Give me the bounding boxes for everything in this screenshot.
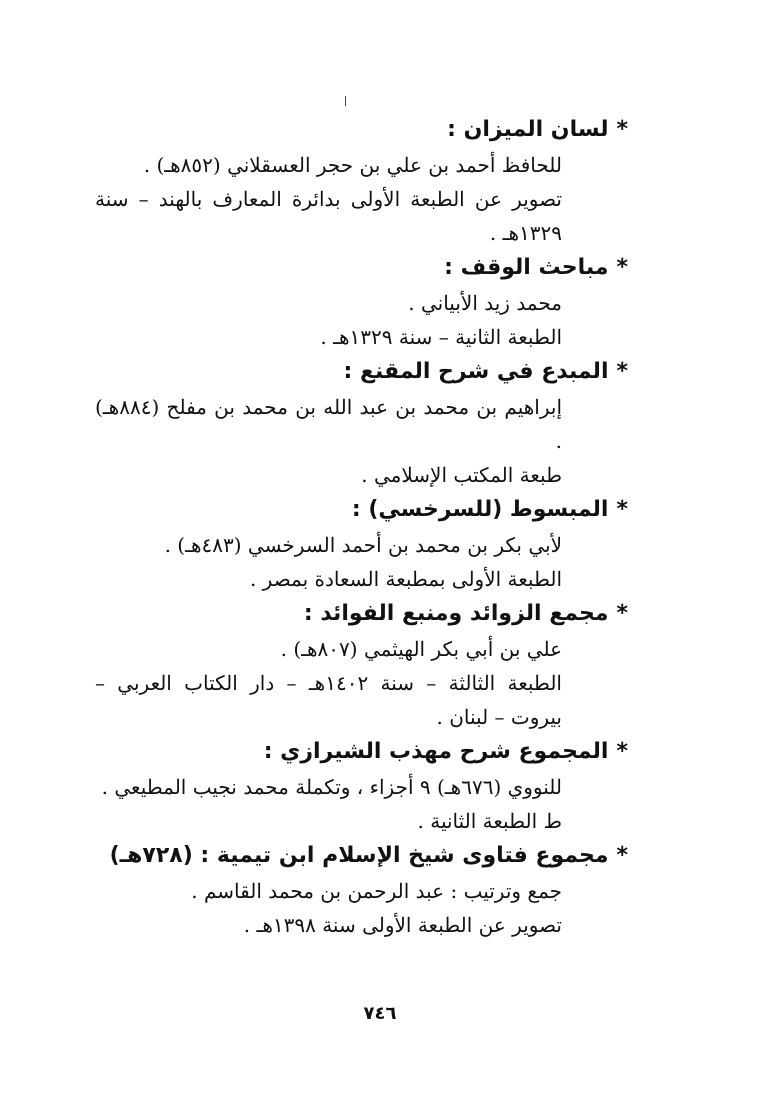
bullet-star-icon: * [616,601,628,626]
bullet-star-icon: * [616,843,628,868]
entry-title-text: المبسوط (للسرخسي) : [351,497,609,522]
entry-author: للنووي (٦٧٦هـ) ٩ أجزاء ، وتكملة محمد نجيب المطيعي . [101,775,562,799]
entry-author: إبراهيم بن محمد بن عبد الله بن محمد بن مفلح (٨٨٤هـ) . [95,395,562,453]
bibliography-entry [95,734,628,838]
page-number: ٧٤٦ [363,1003,397,1024]
bibliography-list [95,112,628,942]
bibliography-entry [95,596,628,734]
entry-title [95,492,628,528]
bibliography-entry [95,838,628,942]
entry-title-text: المبدع في شرح المقنع : [343,359,609,384]
bibliography-entry [95,354,628,492]
entry-title [95,838,628,874]
entry-edition: الطبعة الثانية – سنة ١٣٢٩هـ . [320,325,562,349]
entry-author: لأبي بكر بن محمد بن أحمد السرخسي (٤٨٣هـ) . [164,533,562,557]
entry-edition: الطبعة الثالثة – سنة ١٤٠٢هـ – دار الكتاب العربي – بيروت – لبنان . [95,671,562,729]
entry-edition: الطبعة الأولى بمطبعة السعادة بمصر . [249,567,562,591]
bullet-star-icon: * [616,117,628,142]
entry-author: محمد زيد الأبياني . [408,291,562,315]
bibliography-entry [95,112,628,250]
margin-mark [345,96,346,106]
entry-edition: ط الطبعة الثانية . [417,809,562,833]
entry-title [95,596,628,632]
bullet-star-icon: * [616,255,628,280]
bullet-star-icon: * [616,497,628,522]
entry-author: للحافظ أحمد بن علي بن حجر العسقلاني (٨٥٢هـ) . [143,153,562,177]
entry-title [95,354,628,390]
entry-edition: تصوير عن الطبعة الأولى سنة ١٣٩٨هـ . [243,913,562,937]
entry-title-text: مجمع الزوائد ومنبع الفوائد : [303,601,609,626]
entry-title-text: لسان الميزان : [447,117,609,142]
entry-title-text: المجموع شرح مهذب الشيرازي : [263,739,609,764]
bibliography-entry [95,250,628,354]
entry-title [95,250,628,286]
entry-title-text: مجموع فتاوى شيخ الإسلام ابن تيمية : (٧٢٨هـ) [109,843,609,868]
entry-edition: طبعة المكتب الإسلامي . [361,463,562,487]
entry-edition: تصوير عن الطبعة الأولى بدائرة المعارف بالهند – سنة ١٣٢٩هـ . [95,187,562,245]
entry-author: جمع وترتيب : عبد الرحمن بن محمد القاسم . [191,879,562,903]
bullet-star-icon: * [616,359,628,384]
entry-title [95,734,628,770]
bibliography-entry [95,492,628,596]
entry-title [95,112,628,148]
entry-author: علي بن أبي بكر الهيثمي (٨٠٧هـ) . [280,637,562,661]
bullet-star-icon: * [616,739,628,764]
entry-title-text: مباحث الوقف : [444,255,609,280]
